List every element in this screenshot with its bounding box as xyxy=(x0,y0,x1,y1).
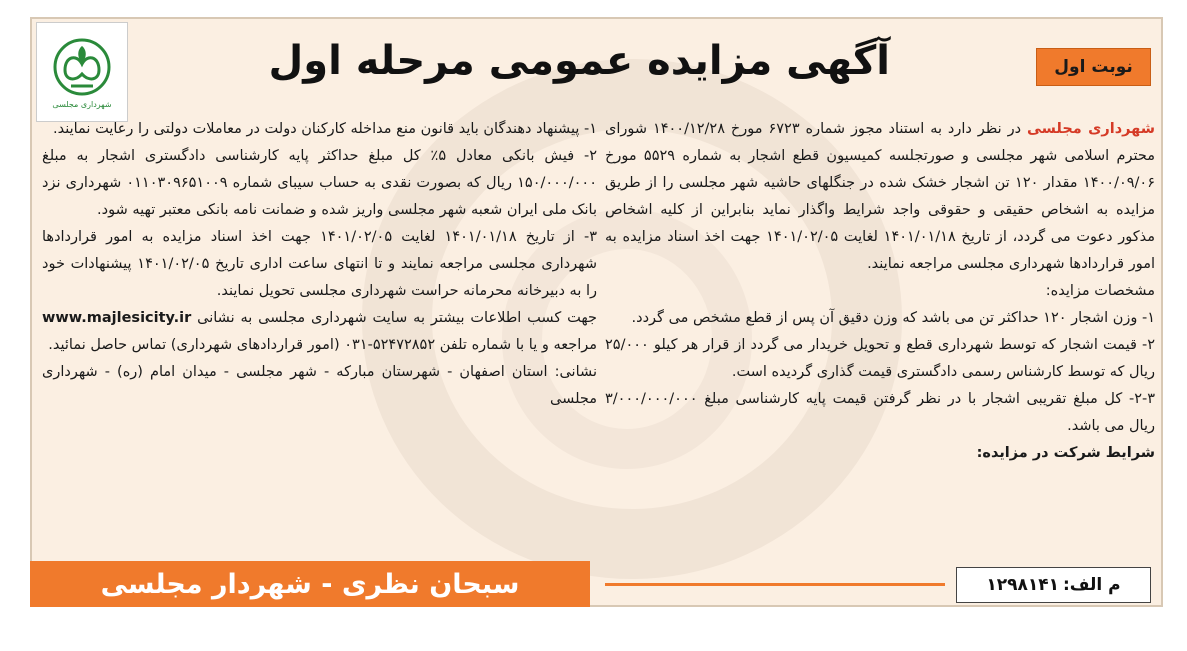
page-title: آگهی مزایده عمومی مرحله اول xyxy=(268,38,890,84)
left-column xyxy=(42,116,597,413)
reference-number: ۱۲۹۸۱۴۱ xyxy=(986,575,1059,595)
logo-caption: شهرداری مجلسی xyxy=(52,99,112,109)
signature-bar: سبحان نظری - شهردار مجلسی xyxy=(30,561,590,607)
leaf-emblem-icon xyxy=(51,36,113,98)
municipality-name: شهرداری مجلسی xyxy=(1026,121,1155,137)
website-link[interactable]: www.majlesicity.ir xyxy=(42,310,192,326)
right-column xyxy=(605,116,1155,467)
condition-item-2: ۲- فیش بانکی معادل ۵٪ کل مبلغ حداکثر پایه کارشناسی دادگستری اشجار به مبلغ ۱۵۰/۰۰۰/۰۰۰ ریال که بصورت نقدی به حساب سیبای شماره ۰۱۱۰۳۰۹۶۵۱۰۰۹ شهرداری نزد بانک ملی ایران شعبه شهر مجلسی واریز شده و ضمانت نامه بانکی معتبر تهیه شود. xyxy=(42,148,597,218)
condition-item-3: ۳- از تاریخ ۱۴۰۱/۰۱/۱۸ لغایت ۱۴۰۱/۰۲/۰۵ جهت اخذ اسناد مزایده به امور قراردادها شهرداری مجلسی مراجعه نمایند و تا انتهای ساعت اداری تاریخ ۱۴۰۱/۰۲/۰۵ پیشنهادات خود را به دبیرخانه محرمانه حراست شهرداری مجلسی تحویل نمایند. xyxy=(42,229,597,299)
info-text-post: مراجعه و یا با شماره تلفن ۵۲۴۷۲۸۵۲-۰۳۱ (امور قراردادهای شهرداری) تماس حاصل نمائید. xyxy=(48,337,597,353)
round-badge: نوبت اول xyxy=(1036,48,1151,86)
spec-item-1: ۱- وزن اشجار ۱۲۰ حداکثر تن می باشد که وزن دقیق آن پس از قطع مشخص می گردد. xyxy=(631,310,1155,326)
municipality-logo xyxy=(36,22,128,122)
address-line: نشانی: استان اصفهان - شهرستان مبارکه - شهر مجلسی - میدان امام (ره) - شهرداری مجلسی xyxy=(42,364,597,407)
footer xyxy=(30,561,1163,607)
condition-item-1: ۱- پیشنهاد دهندگان باید قانون منع مداخله کارکنان دولت در معاملات دولتی را رعایت نمایند. xyxy=(53,121,597,137)
info-text-pre: جهت کسب اطلاعات بیشتر به سایت شهرداری مجلسی به نشانی xyxy=(191,310,597,326)
spec-item-3: ۲-۳- کل مبلغ تقریبی اشجار با در نظر گرفتن قیمت پایه کارشناسی مبلغ ۳/۰۰۰/۰۰۰/۰۰۰ ریال می باشد. xyxy=(605,391,1155,434)
reference-box xyxy=(956,567,1151,603)
reference-label: م الف: xyxy=(1063,575,1121,595)
intro-paragraph xyxy=(605,116,1155,278)
specs-heading: مشخصات مزایده: xyxy=(1045,283,1155,299)
info-paragraph xyxy=(42,305,597,359)
footer-divider xyxy=(605,583,945,586)
conditions-heading: شرایط شرکت در مزایده: xyxy=(976,445,1155,461)
spec-item-2: ۲- قیمت اشجار که توسط شهرداری قطع و تحویل خریدار می گردد از قرار هر کیلو ۲۵/۰۰۰ ریال که توسط کارشناس رسمی دادگستری قیمت گذاری گردیده است. xyxy=(605,337,1155,380)
intro-text: در نظر دارد به استناد مجوز شماره ۶۷۲۳ مورخ ۱۴۰۰/۱۲/۲۸ شورای محترم اسلامی شهر مجلسی و صورتجلسه کمیسیون قطع اشجار به شماره ۵۵۲۹ مورخ ۱۴۰۰/۰۹/۰۶ مقدار ۱۲۰ تن اشجار خشک شده در جنگلهای حاشیه شهر مجلسی را از طریق مزایده به اشخاص حقیقی و حقوقی واجد شرایط واگذار نماید بنابراین از کلیه اشخاص مذکور دعوت می گردد، از تاریخ ۱۴۰۱/۰۱/۱۸ لغایت ۱۴۰۱/۰۲/۰۵ جهت اخذ اسناد مزایده به امور قراردادها شهرداری مجلسی مراجعه نمایند. xyxy=(605,121,1156,272)
